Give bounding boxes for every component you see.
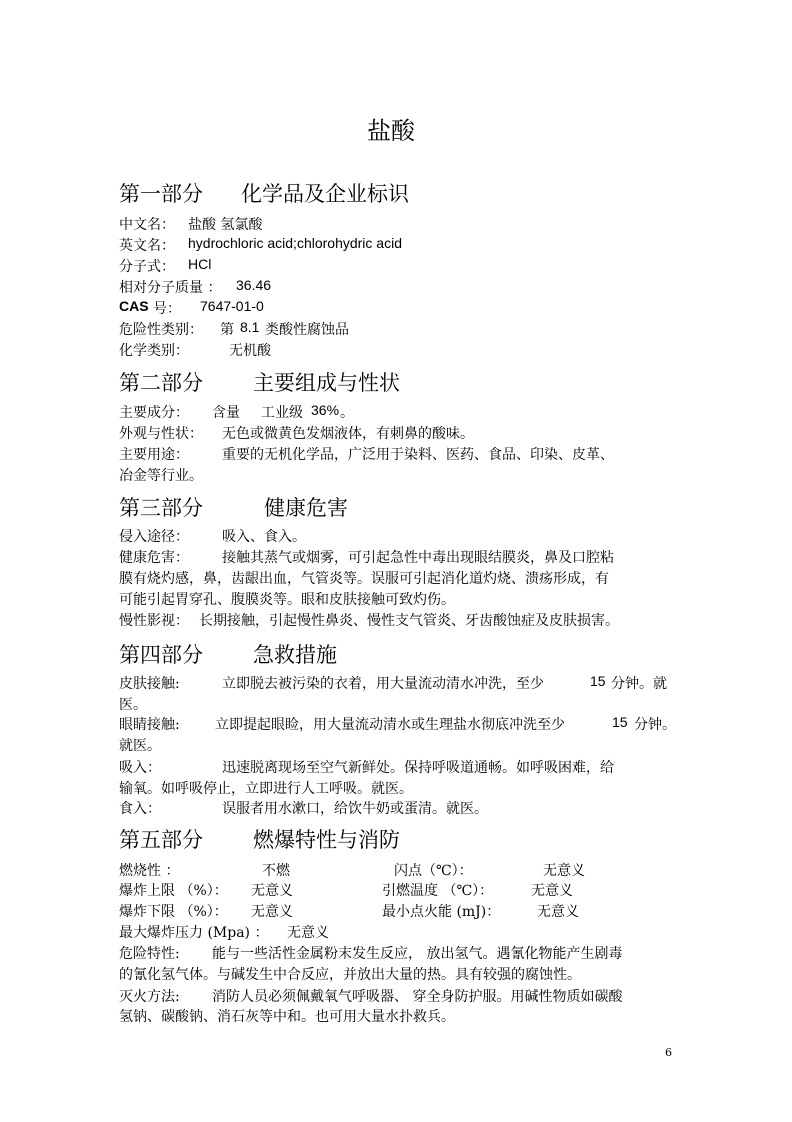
flash-point-label: 闪点（℃）： [394,863,473,879]
extinguish-line-2: 氢钠、碳酸钠、消石灰等中和。也可用大量水扑救兵。 [119,1009,455,1025]
skin-contact-line-2: 医。 [119,697,147,713]
danger-label: 危险特性: [119,946,180,962]
upper-explosive-limit-label: 爆炸上限 （%）： [119,883,228,899]
section-5-number: 第五部分 [119,828,203,852]
chronic-label: 慢性影视： [119,613,189,629]
route-label: 侵入途径： [119,529,189,545]
inhalation-line-1: 迅速脱离现场至空气新鲜处。保持呼吸道通畅。如呼吸困难，给 [222,760,614,776]
skin-contact-label: 皮肤接触: [119,676,180,692]
section-2-title: 主要组成与性状 [253,371,400,395]
ingestion-value: 误服者用水漱口，给饮牛奶或蛋清。就医。 [222,801,488,817]
section-3-number: 第三部分 [119,496,203,520]
formula-value: HCl [188,256,212,272]
chem-category-value: 无机酸 [229,343,271,359]
inhalation-label: 吸入： [119,760,161,776]
usage-line-1: 重要的无机化学品，广泛用于染料、医药、食品、印染、皮革、 [222,447,614,463]
eye-contact-line-2: 就医。 [119,738,161,754]
chem-category-label: 化学类别： [119,343,189,359]
composition-period: 。 [340,405,354,421]
flash-point-value: 无意义 [543,863,585,879]
max-explosion-pressure-value: 无意义 [287,925,329,941]
route-value: 吸入、食入。 [222,529,306,545]
health-hazard-label: 健康危害： [119,550,189,566]
appearance-value: 无色或微黄色发烟液体，有刺鼻的酸味。 [222,426,474,442]
mass-value: 36.46 [236,277,272,293]
en-name-value: hydrochloric acid;chlorohydric acid [188,235,402,251]
min-ignition-energy-value: 无意义 [537,904,579,920]
eye-contact-minutes: 15 [612,714,628,730]
cas-label: 号： [153,301,181,317]
section-4-title: 急救措施 [253,643,337,667]
eye-contact-line-1: 立即提起眼睑，用大量流动清水或生理盐水彻底冲洗至少 [215,717,565,733]
composition-content: 含量 [212,405,240,421]
health-hazard-line-3: 可能引起胃穿孔、腹膜炎等。眼和皮肤接触可致灼伤。 [119,592,455,608]
danger-line-1: 能与一些活性金属粉末发生反应， 放出氢气。遇氰化物能产生剧毒 [212,946,623,962]
extinguish-line-1: 消防人员必须佩戴氧气呼吸器、 穿全身防护服。用碱性物质如碳酸 [212,989,623,1005]
danger-line-2: 的氰化氢气体。与碱发生中合反应，并放出大量的热。具有较强的腐蚀性。 [119,967,581,983]
extinguish-label: 灭火方法: [119,989,180,1005]
en-name-label: 英文名： [119,238,175,254]
hazard-class-label: 危险性类别： [119,322,203,338]
skin-contact-line-1-end: 分钟。就 [611,676,667,692]
skin-contact-minutes: 15 [590,673,606,689]
section-3-title: 健康危害 [264,496,348,520]
cn-name-value: 盐酸 氢氯酸 [188,217,263,233]
cas-value: 7647-01-0 [200,298,264,314]
min-ignition-energy-label: 最小点火能 (mJ)： [382,904,501,920]
flammability-label: 燃烧性 ： [119,863,180,879]
eye-contact-line-1-end: 分钟。 [634,717,676,733]
cn-name-label: 中文名： [119,217,175,233]
upper-explosive-limit-value: 无意义 [251,883,293,899]
chronic-value: 长期接触，引起慢性鼻炎、慢性支气管炎、牙齿酸蚀症及皮肤损害。 [199,613,619,629]
ingestion-label: 食入： [119,801,161,817]
ignition-temp-value: 无意义 [531,883,573,899]
health-hazard-line-1: 接触其蒸气或烟雾，可引起急性中毒出现眼结膜炎，鼻及口腔粘 [222,550,614,566]
health-hazard-line-2: 膜有烧灼感，鼻，齿龈出血，气管炎等。误服可引起消化道灼烧、溃疡形成，有 [119,571,609,587]
usage-line-2: 冶金等行业。 [119,468,203,484]
document-title: 盐酸 [367,117,415,145]
section-1-number: 第一部分 [119,182,203,206]
cas-label-latin: CAS [119,298,149,314]
section-2-number: 第二部分 [119,371,203,395]
appearance-label: 外观与性状： [119,426,203,442]
section-1-title: 化学品及企业标识 [241,182,409,206]
composition-percent: 36% [311,402,340,418]
inhalation-line-2: 输氧。如呼吸停止，立即进行人工呼吸。就医。 [119,781,413,797]
formula-label: 分子式： [119,259,175,275]
page-number: 6 [665,1046,672,1059]
lower-explosive-limit-value: 无意义 [251,904,293,920]
section-4-number: 第四部分 [119,643,203,667]
hazard-class-number: 8.1 [240,319,260,335]
flammability-value: 不燃 [262,863,290,879]
composition-label: 主要成分： [119,405,189,421]
composition-grade: 工业级 [261,405,303,421]
skin-contact-line-1: 立即脱去被污染的衣着，用大量流动清水冲洗，至少 [222,676,544,692]
usage-label: 主要用途： [119,447,189,463]
section-5-title: 燃爆特性与消防 [253,828,400,852]
hazard-class-value: 类酸性腐蚀品 [265,322,349,338]
mass-label: 相对分子质量 ： [119,280,222,296]
hazard-class-prefix: 第 [220,322,234,338]
max-explosion-pressure-label: 最大爆炸压力 (Mpa) ： [119,925,269,941]
lower-explosive-limit-label: 爆炸下限 （%）： [119,904,228,920]
ignition-temp-label: 引燃温度 （℃）： [382,883,494,899]
eye-contact-label: 眼睛接触: [119,717,180,733]
